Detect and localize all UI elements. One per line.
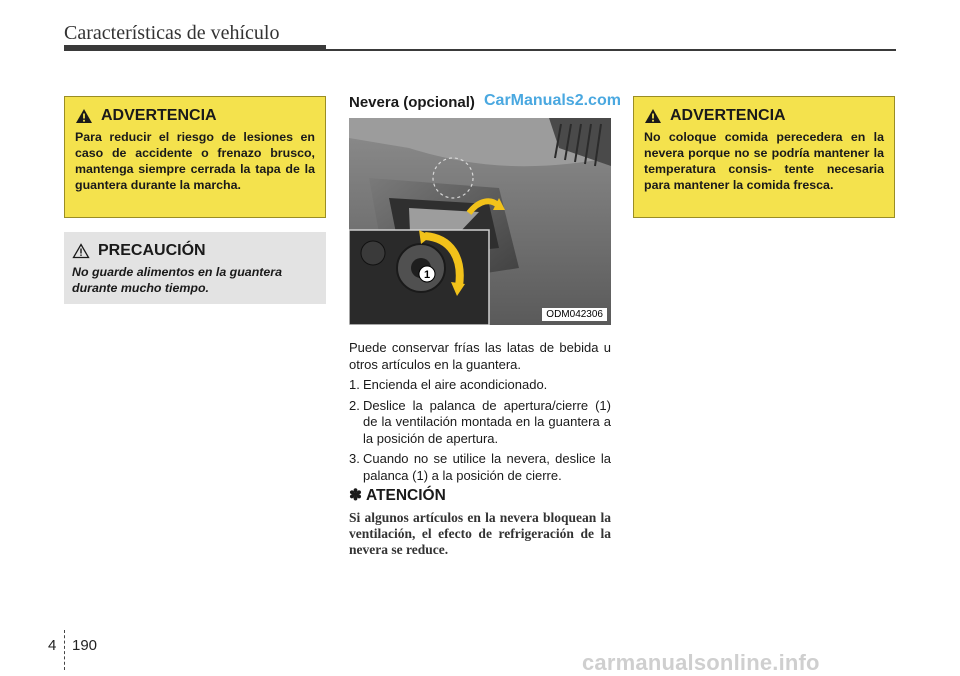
callout-number: 1 [423,269,431,281]
warning-title-row [75,107,315,125]
warning-title: ADVERTENCIA [101,107,217,124]
photo-code: ODM042306 [542,308,607,321]
attention-asterisk-icon: ✽ [349,487,362,504]
list-text: Deslice la palanca de apertura/cierre (1) de la ventilación montada en la guantera a la posición de apertura. [363,397,611,446]
section-heading: Nevera (opcional) [349,94,475,111]
list-number: 3. [349,451,360,466]
warning-box-left [64,96,326,218]
intro-paragraph: Puede conservar frías las latas de bebida u otros artículos en la guantera. [349,340,611,372]
list-number: 1. [349,377,360,392]
warning-title-row [644,107,884,125]
glovebox-illustration [349,118,611,325]
warning-text: No coloque comida perecedera en la nevera porque no se podría mantener la temperatura consis- tente necesaria para mantener la comida fresca. [644,130,884,192]
header-rule-thick [64,45,326,51]
list-number: 2. [349,397,360,413]
attention-title: ATENCIÓN [366,486,446,504]
body-text [349,340,611,488]
watermark-top: CarManuals2.com [484,92,621,109]
attention-text: Si algunos artículos en la nevera bloquean la ventilación, el efecto de refrigeración de la nevera se reduce. [349,510,611,557]
warning-text: Para reducir el riesgo de lesiones en caso de accidente o frenazo brusco, mantenga siempre cerrada la tapa de la guantera durante la marcha. [75,130,315,192]
list-item [349,398,611,448]
list-item [349,451,611,484]
caution-box [64,232,326,304]
footer-divider [64,630,65,670]
page-header-title: Características de vehículo [64,22,280,44]
caution-text: No guarde alimentos en la guantera durante mucho tiempo. [72,265,282,295]
caution-title-row [72,242,318,260]
watermark-bottom: carmanualsonline.info [582,650,820,675]
warning-triangle-icon [644,108,662,124]
warning-title: ADVERTENCIA [670,107,786,124]
attention-title-row [349,486,446,505]
header-rule-thin [326,49,896,51]
warning-triangle-icon [75,108,93,124]
list-item [349,377,611,394]
caution-triangle-icon [72,243,90,259]
glovebox-photo [349,118,611,325]
warning-box-right [633,96,895,218]
caution-title: PRECAUCIÓN [98,242,206,259]
footer-page-number: 190 [72,637,98,654]
footer-chapter-number: 4 [48,637,57,654]
list-text: Encienda el aire acondicionado. [363,377,548,392]
list-text: Cuando no se utilice la nevera, deslice la palanca (1) a la posición de cierre. [363,451,611,483]
